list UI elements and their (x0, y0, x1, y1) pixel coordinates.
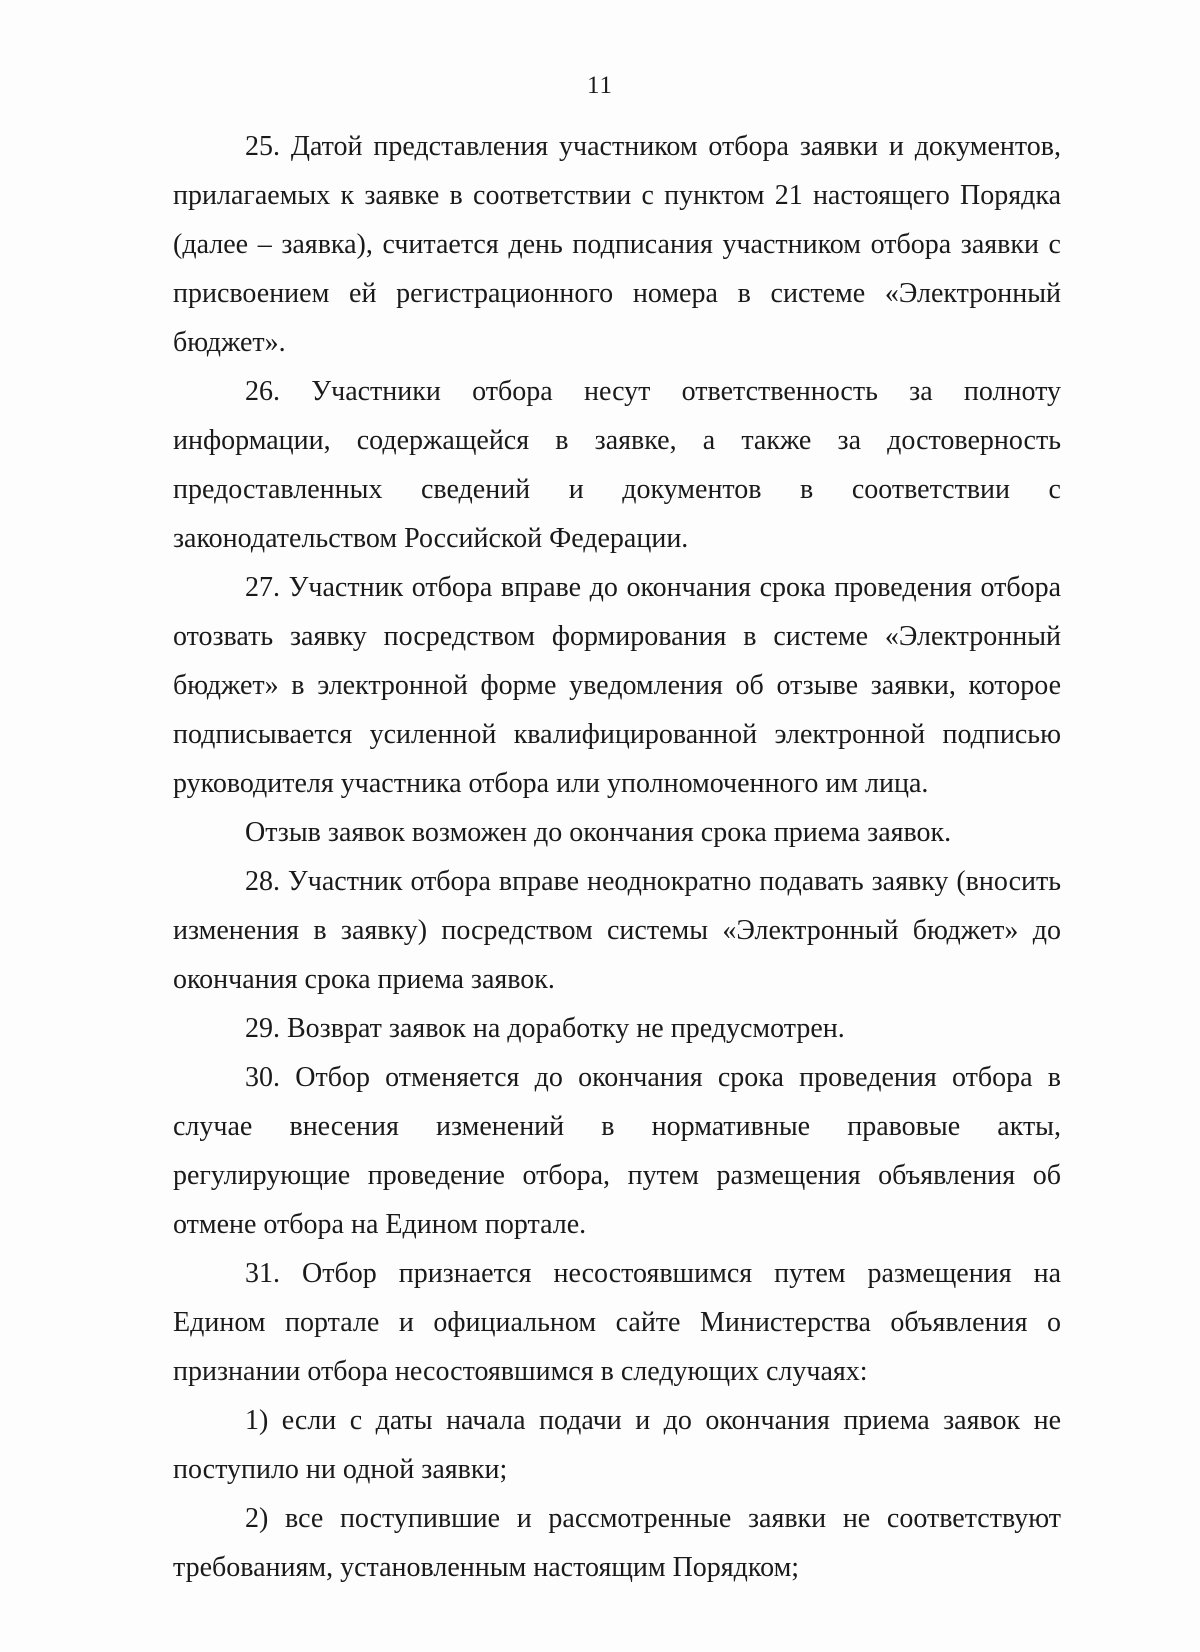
page-number: 11 (586, 72, 614, 99)
document-body (173, 122, 1061, 1592)
list-item-1: 1) если с даты начала подачи и до окончания приема заявок не поступило ни одной заявки; (173, 1405, 1061, 1485)
paragraph-26: 26. Участники отбора несут ответственность за полноту информации, содержащейся в заявке, а также за достоверность предоставленных сведений и документов в соответствии с законодательством Российской Федерации. (173, 376, 1061, 554)
paragraph-25: 25. Датой представления участником отбора заявки и документов, прилагаемых к заявке в соответствии с пунктом 21 настоящего Порядка (далее – заявка), считается день подписания участником отбора заявки с присвоением ей регистрационного номера в системе «Электронный бюджет». (173, 131, 1061, 358)
paragraph-27-note: Отзыв заявок возможен до окончания срока приема заявок. (245, 817, 952, 848)
paragraph-29: 29. Возврат заявок на доработку не предусмотрен. (245, 1013, 845, 1044)
list-item-2: 2) все поступившие и рассмотренные заявки не соответствуют требованиям, установленным настоящим Порядком; (173, 1503, 1061, 1583)
paragraph-28: 28. Участник отбора вправе неоднократно подавать заявку (вносить изменения в заявку) посредством системы «Электронный бюджет» до окончания срока приема заявок. (173, 866, 1061, 995)
paragraph-31: 31. Отбор признается несостоявшимся путем размещения на Едином портале и официальном сайте Министерства объявления о признании отбора несостоявшимся в следующих случаях: (173, 1258, 1061, 1387)
paragraph-27: 27. Участник отбора вправе до окончания срока проведения отбора отозвать заявку посредством формирования в системе «Электронный бюджет» в электронной форме уведомления об отзыве заявки, которое подписывается усиленной квалифицированной электронной подписью руководителя участника отбора или уполномоченного им лица. (173, 572, 1061, 799)
paragraph-30: 30. Отбор отменяется до окончания срока проведения отбора в случае внесения изменений в нормативные правовые акты, регулирующие проведение отбора, путем размещения объявления об отмене отбора на Едином портале. (173, 1062, 1061, 1240)
